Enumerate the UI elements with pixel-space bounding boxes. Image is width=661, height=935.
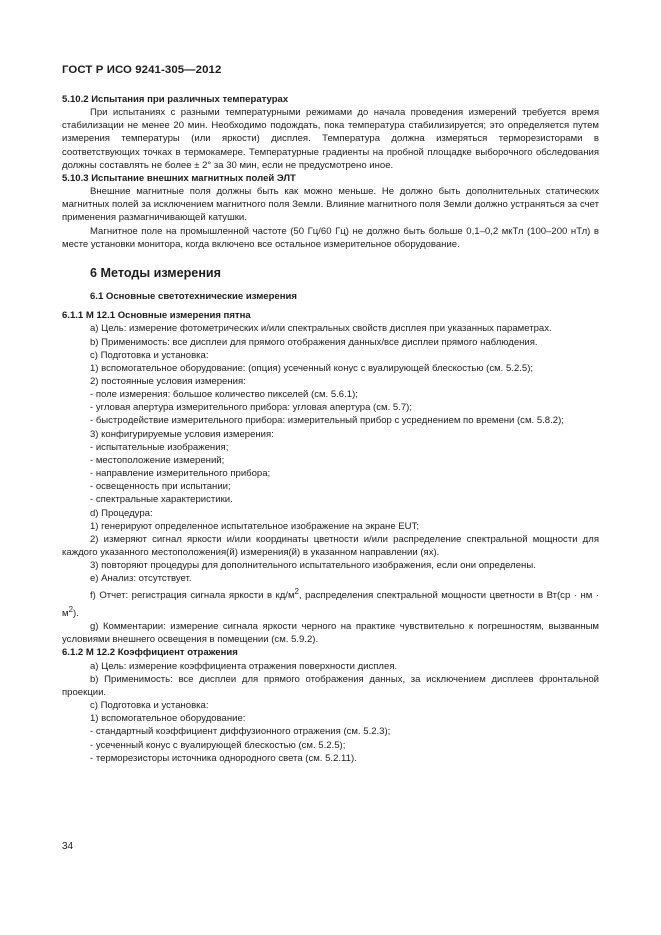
paragraph-5-10-3-2: Магнитное поле на промышленной частоте (50 Гц/60 Гц) не должно быть больше 0,1–0,2 мкТл (100–200 нТл) в месте установки монитора, когда включено все остальное измерительное оборудование. [62, 225, 599, 250]
item-d1: 1) генерируют определенное испытательное изображение на экране EUT; [90, 520, 419, 532]
item-2-c1-bullet-2: - усеченный конус с вуалирующей блескостью (см. 5.2.5); [90, 739, 346, 751]
item-a: a) Цель: измерение фотометрических и/или спектральных свойств дисплея при указанных параметрах. [90, 323, 552, 335]
page-body [62, 93, 599, 765]
item-c2: 2) постоянные условия измерения: [90, 375, 246, 387]
section-title-6: 6 Методы измерения [90, 265, 222, 280]
item-c3-bullet-1: - испытательные изображения; [90, 441, 229, 453]
item-c: c) Подготовка и установка: [90, 349, 209, 361]
item-d2: 2) измеряют сигнал яркости и/или координаты цветности и/или распределение спектральной мощности для каждого указанного местоположения(й) измерения(й) в указанном направлении (ях). [62, 533, 599, 558]
paragraph-5-10-2: При испытаниях с разными температурными режимами до начала проведения измерений требуется время стабилизации не менее 20 мин. Необходимо подождать, пока температура стабилизируется; это определяется путем измерения температуры (или яркости) дисплея. Температура должна измеряться терморезисторами в соответствующих точках в термокамере. Температурные градиенты на пробной площадке выборочного обследования должны составлять не более ± 2° за 30 мин, если не предусмотрено иное. [62, 107, 599, 171]
item-2-c1-bullet-3: - терморезисторы источника однородного света (см. 5.2.11). [90, 752, 357, 764]
heading-5-10-2: 5.10.2 Испытания при различных температурах [62, 94, 289, 105]
item-d3: 3) повторяют процедуры для дополнительного испытательного изображения, если они определены. [90, 560, 536, 572]
item-f-superscript-1: 2 [294, 587, 299, 597]
item-2-c1-bullet-1: - стандартный коэффициент диффузионного отражения (см. 5.2.3); [90, 726, 391, 738]
heading-6-1-2: 6.1.2 М 12.2 Коэффициент отражения [62, 647, 238, 659]
item-c2-bullet-1: - поле измерения: большое количество пикселей (см. 5.6.1); [90, 389, 358, 401]
item-c3-bullet-5: - спектральные характеристики. [90, 494, 233, 506]
item-c3-bullet-4: - освещенность при испытании; [90, 481, 231, 493]
item-g: g) Комментарии: измерение сигнала яркости черного на практике чувствительно к погрешностям, вызванным условиями внешнего освещения в помещении (см. 5.9.2). [62, 621, 599, 646]
item-f-text-2: , распределения спектральной мощности цветности в Вт(ср · нм · м [62, 590, 599, 619]
running-header: ГОСТ Р ИСО 9241-305—2012 [62, 64, 222, 76]
item-2-c: c) Подготовка и установка: [90, 700, 209, 712]
item-2-c1: 1) вспомогательное оборудование: [90, 713, 246, 725]
item-f-superscript-2: 2 [68, 604, 73, 614]
item-c3-bullet-2: - местоположение измерений; [90, 454, 225, 466]
item-d: d) Процедура: [90, 507, 153, 519]
item-f-text-3: ). [73, 607, 79, 619]
item-c3-bullet-3: - направление измерительного прибора; [90, 468, 271, 480]
item-f [62, 585, 599, 620]
subsection-title-6-1: 6.1 Основные светотехнические измерения [90, 291, 297, 303]
paragraph-5-10-3-1: Внешние магнитные поля должны быть как можно меньше. Не должно быть дополнительных статических магнитных полей за исключением магнитного поля Земли. Влияние магнитного поля Земли должно устраняться за счет применения размагничивающей катушки. [62, 186, 599, 224]
item-b: b) Применимость: все дисплеи для прямого отображения данных/все дисплеи прямого наблюдения. [90, 336, 538, 348]
heading-6-1-1: 6.1.1 М 12.1 Основные измерения пятна [62, 310, 251, 322]
item-c2-bullet-3: - быстродействие измерительного прибора: измерительный прибор с усреднением по времени (см. 5.8.2); [90, 415, 564, 427]
page-number: 34 [62, 841, 74, 852]
item-e: e) Анализ: отсутствует. [90, 573, 192, 585]
item-2-b: b) Применимость: все дисплеи для прямого отображения данных, за исключением дисплеев фронтальной проекции. [62, 673, 599, 698]
item-2-a: a) Цель: измерение коэффициента отражения поверхности дисплея. [90, 660, 398, 672]
heading-5-10-3: 5.10.3 Испытание внешних магнитных полей ЭЛТ [62, 172, 296, 184]
item-c3: 3) конфигурируемые условия измерения: [90, 428, 274, 440]
item-c2-bullet-2: - угловая апертура измерительного прибора: угловая апертура (см. 5.7); [90, 402, 412, 414]
item-f-text-1: f) Отчет: регистрация сигнала яркости в кд/м [90, 590, 295, 602]
item-c1: 1) вспомогательное оборудование: (опция) усеченный конус с вуалирующей блескостью (см. 5.2.5); [90, 362, 534, 374]
